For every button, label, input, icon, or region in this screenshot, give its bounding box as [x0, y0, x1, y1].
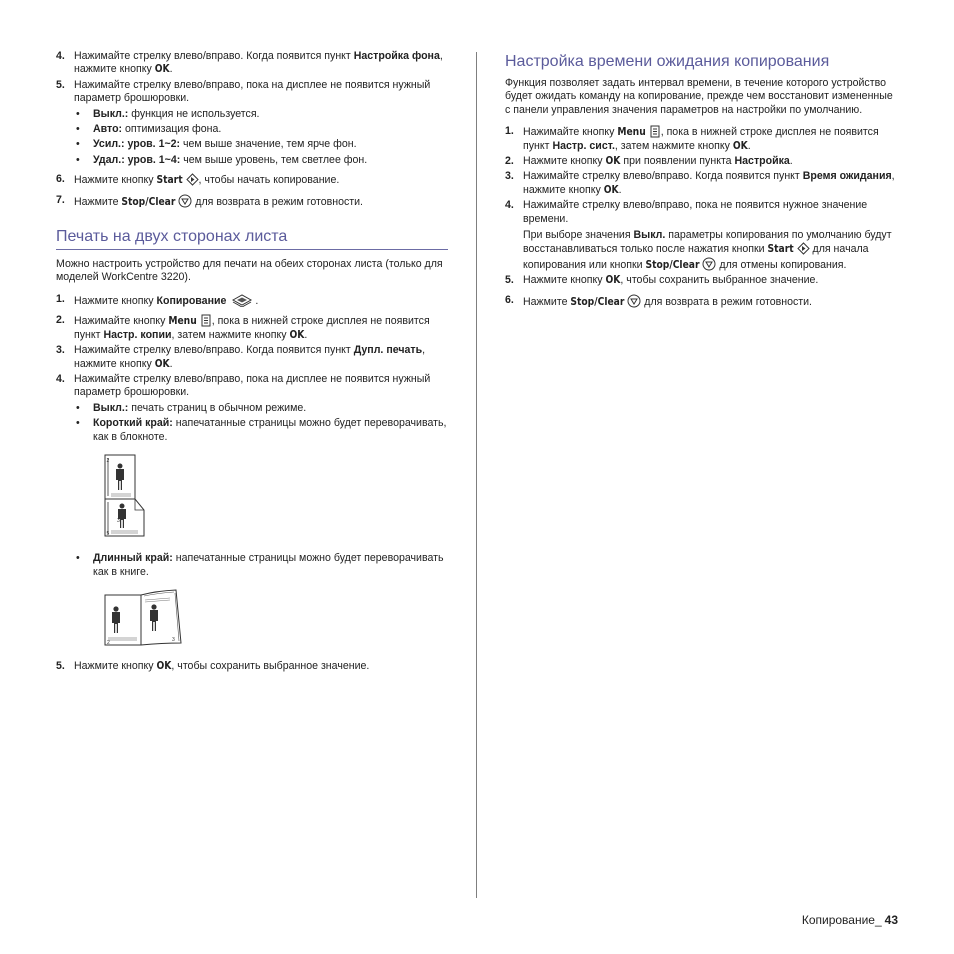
section-heading-timeout: Настройка времени ожидания копирования: [505, 53, 830, 70]
timeout-note: При выборе значения Выкл. параметры копирования по умолчанию будут восстанавливаться только после нажатия кнопки Start для начала копирования или кнопки Stop/Clear для отмены копирования.: [523, 229, 892, 271]
step-number: 2.: [56, 314, 65, 327]
right-column: [505, 50, 897, 311]
duplex-step-3: 3. Нажимайте стрелку влево/вправо. Когда появится пункт Дупл. печать, нажмите кнопку OK.: [56, 344, 426, 370]
figure-page-number: 3: [172, 637, 175, 644]
duplex-step-2: 2. Нажимайте кнопку Menu , пока в нижней строке дисплея не появится пункт Настр. копии, затем нажмите кнопку OK.: [56, 314, 430, 341]
duplex-step-1: 1. Нажмите кнопку Копирование .: [56, 292, 259, 307]
timeout-step-1: 1. Нажимайте кнопку Menu , пока в нижней строке дисплея не появится пункт Настр. сист., затем нажмите кнопку OK.: [505, 125, 879, 152]
figure-page-number: 2: [106, 457, 110, 464]
timeout-intro: Функция позволяет задать интервал времени, в течение которого устройство будет ожидать команду на копирование, прежде чем восстановит измененные с панели управления значения параметров на настройки по умолчанию.: [505, 77, 893, 116]
footer-section: Копирование_: [801, 913, 882, 927]
step-number: 2.: [505, 155, 514, 168]
step-number: 1.: [56, 292, 65, 305]
stop-clear-icon: [702, 257, 716, 271]
duplex-step-5: 5. Нажмите кнопку OK, чтобы сохранить выбранное значение.: [56, 659, 370, 672]
timeout-step-5: 5. Нажмите кнопку OK, чтобы сохранить выбранное значение.: [505, 274, 819, 287]
step-number: 4.: [505, 199, 514, 212]
menu-icon: [200, 314, 212, 327]
duplex-intro: Можно настроить устройство для печати на обеих сторонах листа (только для моделей WorkCentre 3220).: [56, 258, 443, 284]
stop-clear-icon: [627, 294, 641, 308]
short-edge-figure: [104, 454, 152, 538]
page-footer: [802, 914, 898, 927]
left-column: [56, 50, 448, 675]
bullet-item: • Короткий край: напечатанные страницы можно будет переворачивать, как в блокноте.: [76, 417, 447, 443]
section-heading-duplex: Печать на двух сторонах листа: [56, 227, 448, 250]
step-7-stop: 7. Нажмите Stop/Clear для возврата в режим готовности.: [56, 193, 363, 208]
copy-button-icon: [229, 293, 255, 307]
timeout-step-6: 6. Нажмите Stop/Clear для возврата в режим готовности.: [505, 293, 812, 308]
step-number: 7.: [56, 193, 65, 206]
step-number: 3.: [505, 170, 514, 183]
timeout-step-3: 3. Нажимайте стрелку влево/вправо. Когда появится пункт Время ожидания, нажмите кнопку OK.: [505, 170, 895, 196]
step-number: 5.: [56, 659, 65, 672]
step-number: 3.: [56, 344, 65, 357]
bullet-item: • Авто: оптимизация фона.: [76, 123, 222, 136]
step-number: 4.: [56, 372, 65, 385]
figure-page-number: 3: [117, 517, 120, 524]
bullet-item: • Длинный край: напечатанные страницы можно будет переворачивать как в книге.: [76, 552, 444, 578]
page-number: 43: [884, 913, 898, 927]
step-number: 6.: [56, 173, 65, 186]
step-4-background: 4. Нажимайте стрелку влево/вправо. Когда появится пункт Настройка фона, нажмите кнопку OK.: [56, 50, 443, 76]
step-5-binding: 5. Нажимайте стрелку влево/вправо, пока на дисплее не появится нужный параметр брошюровки. • Выкл.: функция не используется. • Авто: оптимизация фона. • Усил.: уров. 1~2: чем выше значение, тем ярче фон. • Удал.: уров. 1~4: чем выше уровень, тем светлее фон.: [56, 79, 448, 167]
long-edge-figure: [104, 589, 184, 647]
step-number: 6.: [505, 293, 514, 306]
timeout-step-4: 4. Нажимайте стрелку влево/вправо, пока не появится нужное значение времени. При выборе значения Выкл. параметры копирования по умолчанию будут восстанавливаться только после нажатия кнопки Start для начала копирования или кнопки Stop/Clear для отмены копирования.: [505, 199, 897, 272]
column-divider: [476, 52, 477, 898]
bullet-item: • Усил.: уров. 1~2: чем выше значение, тем ярче фон.: [76, 138, 357, 151]
start-diamond-icon: [186, 173, 199, 186]
timeout-step-2: 2. Нажмите кнопку OK при появлении пункта Настройка.: [505, 155, 793, 168]
step-6-start: 6. Нажмите кнопку Start , чтобы начать копирование.: [56, 173, 340, 187]
step-number: 1.: [505, 125, 514, 138]
bullet-item: • Удал.: уров. 1~4: чем выше уровень, тем светлее фон.: [76, 153, 368, 166]
step-number: 4.: [56, 50, 65, 62]
step-number: 5.: [505, 274, 514, 287]
figure-page-number: 2: [107, 640, 110, 647]
figure-page-number: 5: [106, 530, 110, 537]
menu-icon: [649, 125, 661, 138]
duplex-step-4: 4. Нажимайте стрелку влево/вправо, пока на дисплее не появится нужный параметр брошюровки. • Выкл.: печать страниц в обычном режиме. • Короткий край: напечатанные страницы можно будет переворачивать, как в блокноте. 2 3 5 • Длинный край: напечатанные страницы можно будет переворачивать как в книге. 2 3: [56, 372, 447, 647]
step-number: 5.: [56, 78, 65, 91]
bullet-item: • Выкл.: функция не используется.: [76, 107, 260, 120]
bullet-item: • Выкл.: печать страниц в обычном режиме.: [76, 401, 307, 414]
start-diamond-icon: [797, 242, 810, 255]
stop-clear-icon: [178, 194, 192, 208]
